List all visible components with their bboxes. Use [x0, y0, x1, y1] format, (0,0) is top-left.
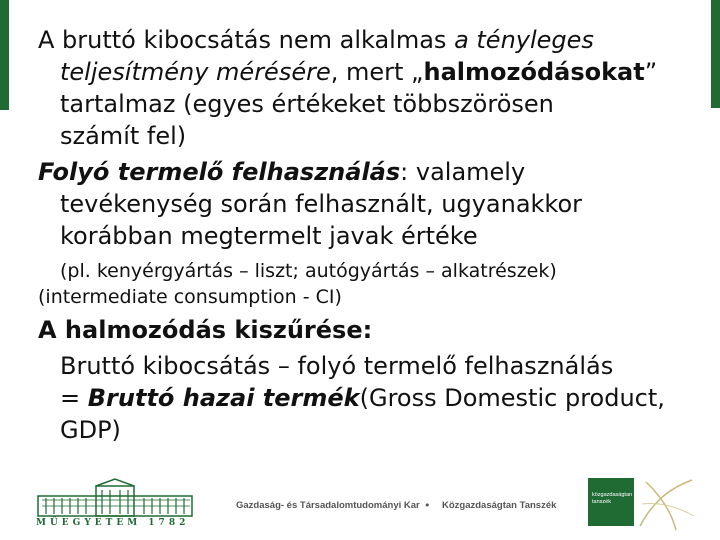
department-name: Közgazdaságtan Tanszék — [442, 500, 557, 511]
para3-line3: GDP) — [60, 416, 121, 444]
emphasis-text: a tényleges — [454, 26, 594, 54]
text: ” — [644, 58, 658, 86]
para1-line4: számít fel) — [60, 122, 187, 150]
university-motto: MŰEGYETEM 1782 — [36, 518, 190, 528]
defined-term: Bruttó hazai termék — [87, 384, 360, 412]
leaf-logo-icon — [636, 476, 696, 532]
para2-line2: tevékenység során felhasznált, ugyanakkor — [60, 190, 583, 218]
para2-line3: korábban megtermelt javak értéke — [60, 222, 478, 250]
para3-line1: Bruttó kibocsátás – folyó termelő felhasználás — [60, 352, 614, 380]
text: A bruttó kibocsátás nem alkalmas — [38, 26, 455, 54]
bold-term: halmozódásokat — [423, 58, 645, 86]
text: : valamely — [400, 158, 526, 186]
emphasis-text: teljesítmény mérésére — [60, 58, 331, 86]
department-logo-text: közgazdaságtan tanszék — [592, 492, 633, 505]
faculty-name: Gazdaság- és Társadalomtudományi Kar — [236, 500, 420, 511]
text: = — [60, 384, 88, 412]
text: , mert „ — [330, 58, 424, 86]
university-building-logo — [36, 478, 194, 518]
defined-term: Folyó termelő felhasználás — [38, 158, 401, 186]
right-accent-bar — [711, 0, 720, 108]
slide-body — [38, 24, 698, 446]
english-term-note: (intermediate consumption - CI) — [38, 286, 342, 308]
para2-line1 — [38, 156, 698, 188]
para1-line1 — [38, 24, 698, 56]
text: (Gross Domestic product, — [359, 384, 665, 412]
para1-line3: tartalmaz (egyes értékeket többszörösen — [60, 90, 554, 118]
para1-line2 — [38, 56, 698, 88]
para3-line2 — [38, 382, 698, 414]
left-accent-bar — [0, 0, 9, 110]
example-note: (pl. kenyérgyártás – liszt; autógyártás – alkatrészek) — [60, 260, 557, 282]
separator-dot: • — [424, 499, 431, 512]
department-logo — [588, 478, 634, 526]
section-heading: A halmozódás kiszűrése: — [38, 316, 373, 344]
footer — [0, 474, 720, 540]
